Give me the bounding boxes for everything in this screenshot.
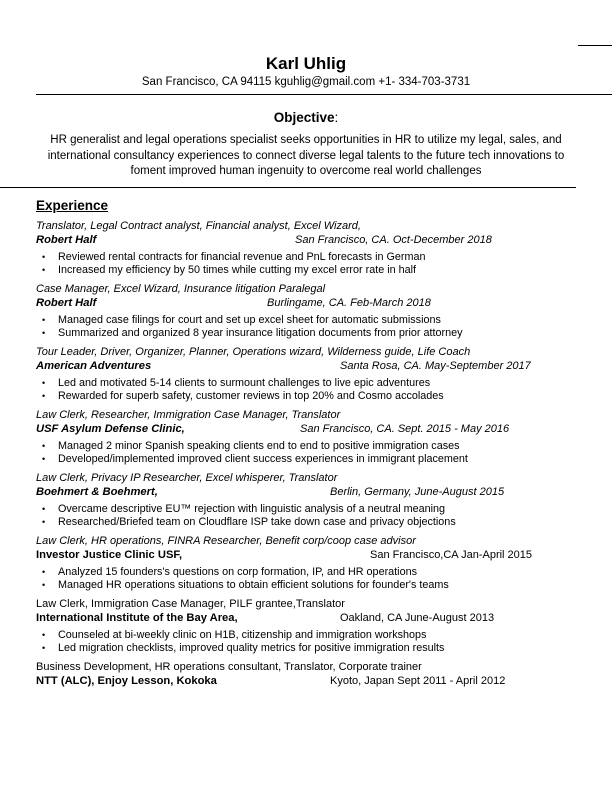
- experience-entry: [36, 598, 576, 655]
- entry-location: Burlingame, CA. Feb-March 2018: [267, 296, 431, 309]
- experience-heading: Experience: [36, 198, 109, 214]
- entry-role: Translator, Legal Contract analyst, Financial analyst, Excel Wizard,: [36, 220, 361, 233]
- bullet-text: Managed HR operations situations to obtain efficient solutions for founder's teams: [58, 579, 449, 592]
- entry-company-row: [36, 234, 576, 248]
- bullet-text: Developed/implemented improved client success experiences in immigrant placement: [58, 453, 468, 466]
- entry-company-row: [36, 549, 576, 563]
- bullet-text: Managed case filings for court and set up excel sheet for automatic submissions: [58, 314, 441, 327]
- entry-location: Berlin, Germany, June-August 2015: [330, 485, 505, 498]
- divider-top: [36, 94, 612, 95]
- bullet-dot-icon: •: [42, 441, 46, 452]
- entry-company: NTT (ALC), Enjoy Lesson, Kokoka: [36, 674, 217, 687]
- experience-entry: [36, 409, 576, 466]
- experience-entry: [36, 661, 576, 688]
- entry-location: Oakland, CA June-August 2013: [340, 611, 495, 624]
- experience-entry: [36, 220, 576, 277]
- experience-entry: [36, 472, 576, 529]
- entry-company: USF Asylum Defense Clinic,: [36, 422, 185, 435]
- bullet-dot-icon: •: [42, 328, 46, 339]
- entry-location: San Francisco,CA Jan-April 2015: [370, 548, 533, 561]
- objective-heading: [36, 110, 576, 126]
- bullet-text: Researched/Briefed team on Cloudflare ISP take down case and privacy objections: [58, 516, 456, 529]
- entry-company: Boehmert & Boehmert,: [36, 485, 158, 498]
- entry-bullets: [36, 314, 576, 340]
- entry-company-row: [36, 612, 576, 626]
- entry-bullet: [36, 327, 576, 340]
- entry-company-row: [36, 297, 576, 311]
- entry-company-row: [36, 360, 576, 374]
- bullet-dot-icon: •: [42, 315, 46, 326]
- entry-company-row: [36, 486, 576, 500]
- entry-bullet: [36, 264, 576, 277]
- header-contact: San Francisco, CA 94115 kguhlig@gmail.com +1- 334-703-3731: [141, 76, 471, 88]
- entry-role: Law Clerk, HR operations, FINRA Researcher, Benefit corp/coop case advisor: [36, 535, 416, 548]
- bullet-dot-icon: •: [42, 504, 46, 515]
- experience-entry: [36, 283, 576, 340]
- bullet-dot-icon: •: [42, 391, 46, 402]
- entry-bullets: [36, 377, 576, 403]
- header-name: Karl Uhlig: [265, 54, 347, 73]
- entry-bullet: [36, 642, 576, 655]
- bullet-dot-icon: •: [42, 630, 46, 641]
- entry-location: Kyoto, Japan Sept 2011 - April 2012: [330, 674, 506, 687]
- entry-bullet: [36, 516, 576, 529]
- entry-bullets: [36, 629, 576, 655]
- entry-company: Robert Half: [36, 233, 97, 246]
- entry-bullet: [36, 440, 576, 453]
- corner-mark: [578, 45, 612, 46]
- entry-company: Robert Half: [36, 296, 97, 309]
- entry-company: International Institute of the Bay Area,: [36, 611, 238, 624]
- entry-role: Tour Leader, Driver, Organizer, Planner, Operations wizard, Wilderness guide, Life Coach: [36, 346, 471, 359]
- objective-text: HR generalist and legal operations specialist seeks opportunities in HR to utilize my legal, sales, and international consultancy experiences to connect diverse legal talents to the future tech innovations to foment improved human ingenuity to overcome real world challenges: [47, 134, 565, 178]
- entry-bullet: [36, 579, 576, 592]
- entry-bullets: [36, 503, 576, 529]
- entry-bullets: [36, 251, 576, 277]
- bullet-dot-icon: •: [42, 378, 46, 389]
- entry-company-row: [36, 675, 576, 689]
- entry-company: Investor Justice Clinic USF,: [36, 548, 183, 561]
- entry-location: Santa Rosa, CA. May-September 2017: [340, 359, 531, 372]
- entry-bullet: [36, 453, 576, 466]
- bullet-text: Led migration checklists, improved quality metrics for positive immigration results: [58, 642, 445, 655]
- bullet-text: Overcame descriptive EU™ rejection with linguistic analysis of a neutral meaning: [58, 503, 446, 516]
- bullet-dot-icon: •: [42, 643, 46, 654]
- bullet-dot-icon: •: [42, 252, 46, 263]
- entry-bullets: [36, 566, 576, 592]
- bullet-dot-icon: •: [42, 567, 46, 578]
- entry-bullet: [36, 377, 576, 390]
- bullet-text: Managed 2 minor Spanish speaking clients end to end to positive immigration cases: [58, 440, 460, 453]
- entry-bullets: [36, 440, 576, 466]
- bullet-text: Increased my efficiency by 50 times while cutting my excel error rate in half: [58, 264, 417, 277]
- entry-role: Case Manager, Excel Wizard, Insurance litigation Paralegal: [36, 283, 326, 296]
- entry-location: San Francisco, CA. Sept. 2015 - May 2016: [300, 422, 510, 435]
- entry-location: San Francisco, CA. Oct-December 2018: [295, 233, 492, 246]
- bullet-dot-icon: •: [42, 580, 46, 591]
- entry-bullet: [36, 566, 576, 579]
- experience-entry: [36, 535, 576, 592]
- divider-bottom: [0, 187, 576, 188]
- entry-bullet: [36, 503, 576, 516]
- bullet-text: Reviewed rental contracts for financial revenue and PnL forecasts in German: [58, 251, 426, 264]
- objective-title: Objective: [273, 110, 335, 126]
- entry-company: American Adventures: [36, 359, 152, 372]
- entry-bullet: [36, 251, 576, 264]
- bullet-text: Led and motivated 5-14 clients to surmount challenges to live epic adventures: [58, 377, 431, 390]
- objective-colon: :: [334, 110, 339, 126]
- entry-bullet: [36, 390, 576, 403]
- entry-role: Law Clerk, Privacy IP Researcher, Excel whisperer, Translator: [36, 472, 338, 485]
- bullet-text: Analyzed 15 founders's questions on corp formation, IP, and HR operations: [58, 566, 417, 579]
- bullet-text: Counseled at bi-weekly clinic on H1B, citizenship and immigration workshops: [58, 629, 427, 642]
- bullet-text: Summarized and organized 8 year insurance litigation documents from prior attorney: [58, 327, 463, 340]
- bullet-dot-icon: •: [42, 517, 46, 528]
- bullet-dot-icon: •: [42, 454, 46, 465]
- experience-entries: [36, 220, 576, 688]
- entry-role: Law Clerk, Immigration Case Manager, PILF grantee,Translator: [36, 598, 345, 611]
- entry-bullet: [36, 629, 576, 642]
- experience-entry: [36, 346, 576, 403]
- entry-role: Business Development, HR operations consultant, Translator, Corporate trainer: [36, 661, 422, 674]
- bullet-dot-icon: •: [42, 265, 46, 276]
- entry-role: Law Clerk, Researcher, Immigration Case Manager, Translator: [36, 409, 341, 422]
- bullet-text: Rewarded for superb safety, customer reviews in top 20% and Cosmo accolades: [58, 390, 444, 403]
- entry-bullet: [36, 314, 576, 327]
- entry-company-row: [36, 423, 576, 437]
